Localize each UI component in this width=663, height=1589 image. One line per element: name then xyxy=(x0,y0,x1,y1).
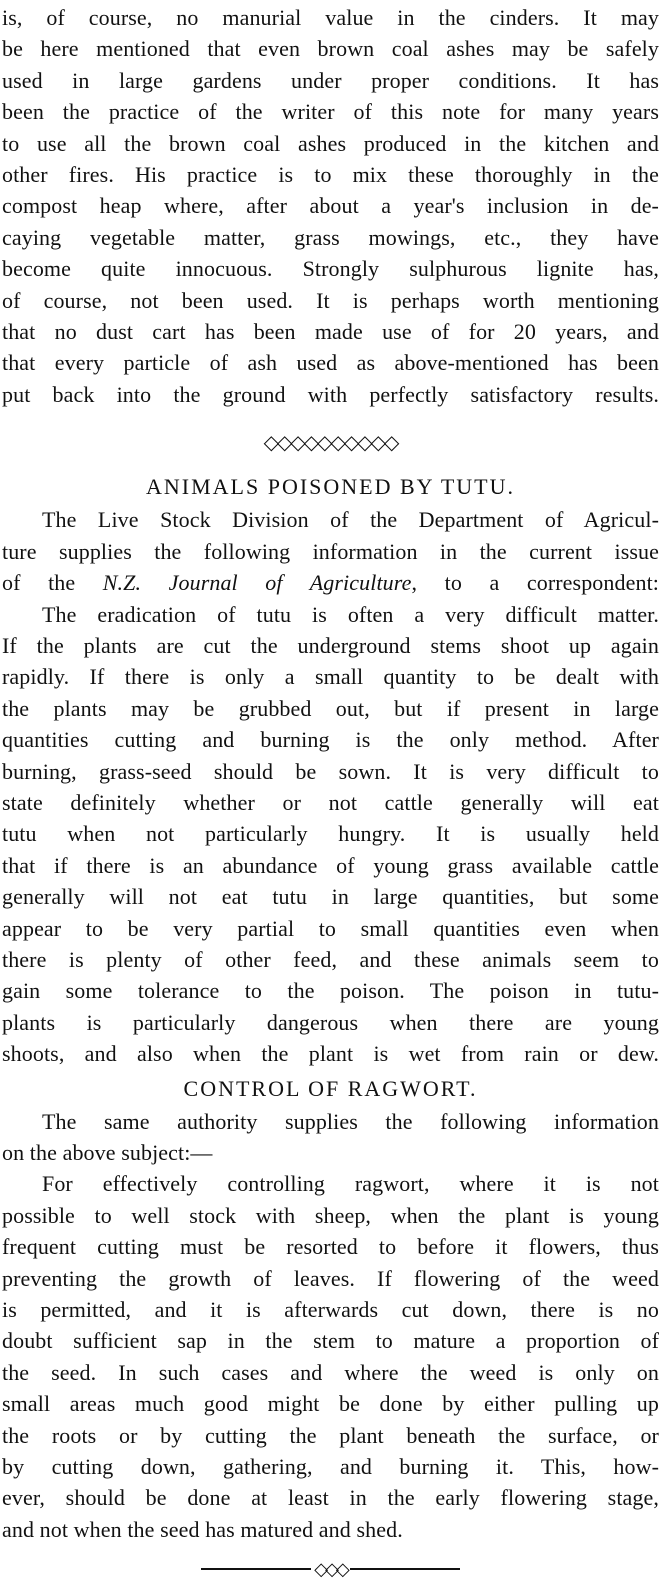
text-line: appear to be very partial to small quantities even when xyxy=(2,915,659,941)
text-line: plants is particularly dangerous when there are young xyxy=(2,1009,659,1035)
text-line: The Live Stock Division of the Department of Agricul- xyxy=(42,507,659,533)
text-line: other fires. His practice is to mix these thoroughly in the xyxy=(2,162,659,188)
text-line: quantities cutting and burning is the only method. After xyxy=(2,727,659,753)
text-line: that if there is an abundance of young grass available cattle xyxy=(2,852,659,878)
text-line xyxy=(2,567,659,598)
text-line: small areas much good might be done by either pulling up xyxy=(2,1391,659,1417)
text-line: possible to well stock with sheep, when the plant is young xyxy=(2,1202,659,1228)
text-line: state definitely whether or not cattle generally will eat xyxy=(2,789,659,815)
heading-control-of-ragwort: CONTROL OF RAGWORT. xyxy=(183,1075,478,1101)
right-rule xyxy=(350,1568,460,1570)
left-rule xyxy=(201,1568,311,1570)
end-ornament xyxy=(2,1549,659,1589)
text-line: to use all the brown coal ashes produced in the kitchen and xyxy=(2,130,659,156)
text-line: become quite innocuous. Strongly sulphurous lignite has, xyxy=(2,256,659,282)
text-line: If the plants are cut the underground stems shoot up again xyxy=(2,632,659,658)
text-line: doubt sufficient sap in the stem to mature a proportion of xyxy=(2,1328,659,1354)
text-line: the roots or by cutting the plant beneath the surface, or xyxy=(2,1422,659,1448)
text-line: on the above subject:— xyxy=(2,1140,213,1165)
text-span: of the xyxy=(2,570,103,596)
end-ornament-glyph: ◇◇◇ xyxy=(314,1558,347,1579)
text-line: ture supplies the following information in the current issue xyxy=(2,538,659,564)
text-line: burning, grass-seed should be sown. It is very difficult to xyxy=(2,758,659,784)
text-line: that every particle of ash used as above-mentioned has been xyxy=(2,350,659,376)
text-line: is permitted, and it is afterwards cut down, there is no xyxy=(2,1297,659,1323)
text-line: frequent cutting must be resorted to before it flowers, thus xyxy=(2,1234,659,1260)
text-line: is, of course, no manurial value in the cinders. It may xyxy=(2,5,659,30)
text-line: tutu when not particularly hungry. It is usually held xyxy=(2,821,659,847)
section-divider-ornament: ◇◇◇◇◇◇◇◇◇◇ xyxy=(263,432,398,455)
text-line: generally will not eat tutu in large quantities, but some xyxy=(2,884,659,910)
text-line: been the practice of the writer of this note for many years xyxy=(2,99,659,125)
text-line: ever, should be done at least in the early flowering stage, xyxy=(2,1485,659,1511)
text-line: the plants may be grubbed out, but if present in large xyxy=(2,695,659,721)
heading-animals-poisoned: ANIMALS POISONED BY TUTU. xyxy=(145,474,515,500)
paragraph-intro xyxy=(2,2,659,410)
text-line: The eradication of tutu is often a very difficult matter. xyxy=(42,601,659,627)
text-line: there is plenty of other feed, and these animals seem to xyxy=(2,946,659,972)
text-line: gain some tolerance to the poison. The poison in tutu- xyxy=(2,978,659,1004)
text-line: caying vegetable matter, grass mowings, etc., they have xyxy=(2,224,659,250)
text-line: The same authority supplies the following information xyxy=(42,1108,659,1134)
text-span: , to a correspondent: xyxy=(411,570,659,596)
text-line: preventing the growth of leaves. If flowering of the weed xyxy=(2,1265,659,1291)
text-line: put back into the ground with perfectly satisfactory results. xyxy=(2,381,659,407)
text-line: and not when the seed has matured and shed. xyxy=(2,1516,403,1542)
text-line: the seed. In such cases and where the weed is only on xyxy=(2,1359,659,1385)
text-line: shoots, and also when the plant is wet from rain or dew. xyxy=(2,1041,659,1067)
journal-title: N.Z. Journal of Agriculture xyxy=(102,570,412,596)
text-line: of course, not been used. It is perhaps worth mentioning xyxy=(2,287,659,313)
text-line: compost heap where, after about a year's inclusion in de- xyxy=(2,193,659,219)
text-line: rapidly. If there is only a small quantity to be dealt with xyxy=(2,664,659,690)
section-tutu xyxy=(2,504,659,1069)
section-ragwort xyxy=(2,1106,659,1546)
text-line: that no dust cart has been made use of for 20 years, and xyxy=(2,319,659,345)
text-line: For effectively controlling ragwort, where it is not xyxy=(42,1171,659,1197)
text-line: by cutting down, gathering, and burning it. This, how- xyxy=(2,1454,659,1480)
text-line: be here mentioned that even brown coal ashes may be safely xyxy=(2,36,659,62)
text-line: used in large gardens under proper conditions. It has xyxy=(2,67,659,93)
